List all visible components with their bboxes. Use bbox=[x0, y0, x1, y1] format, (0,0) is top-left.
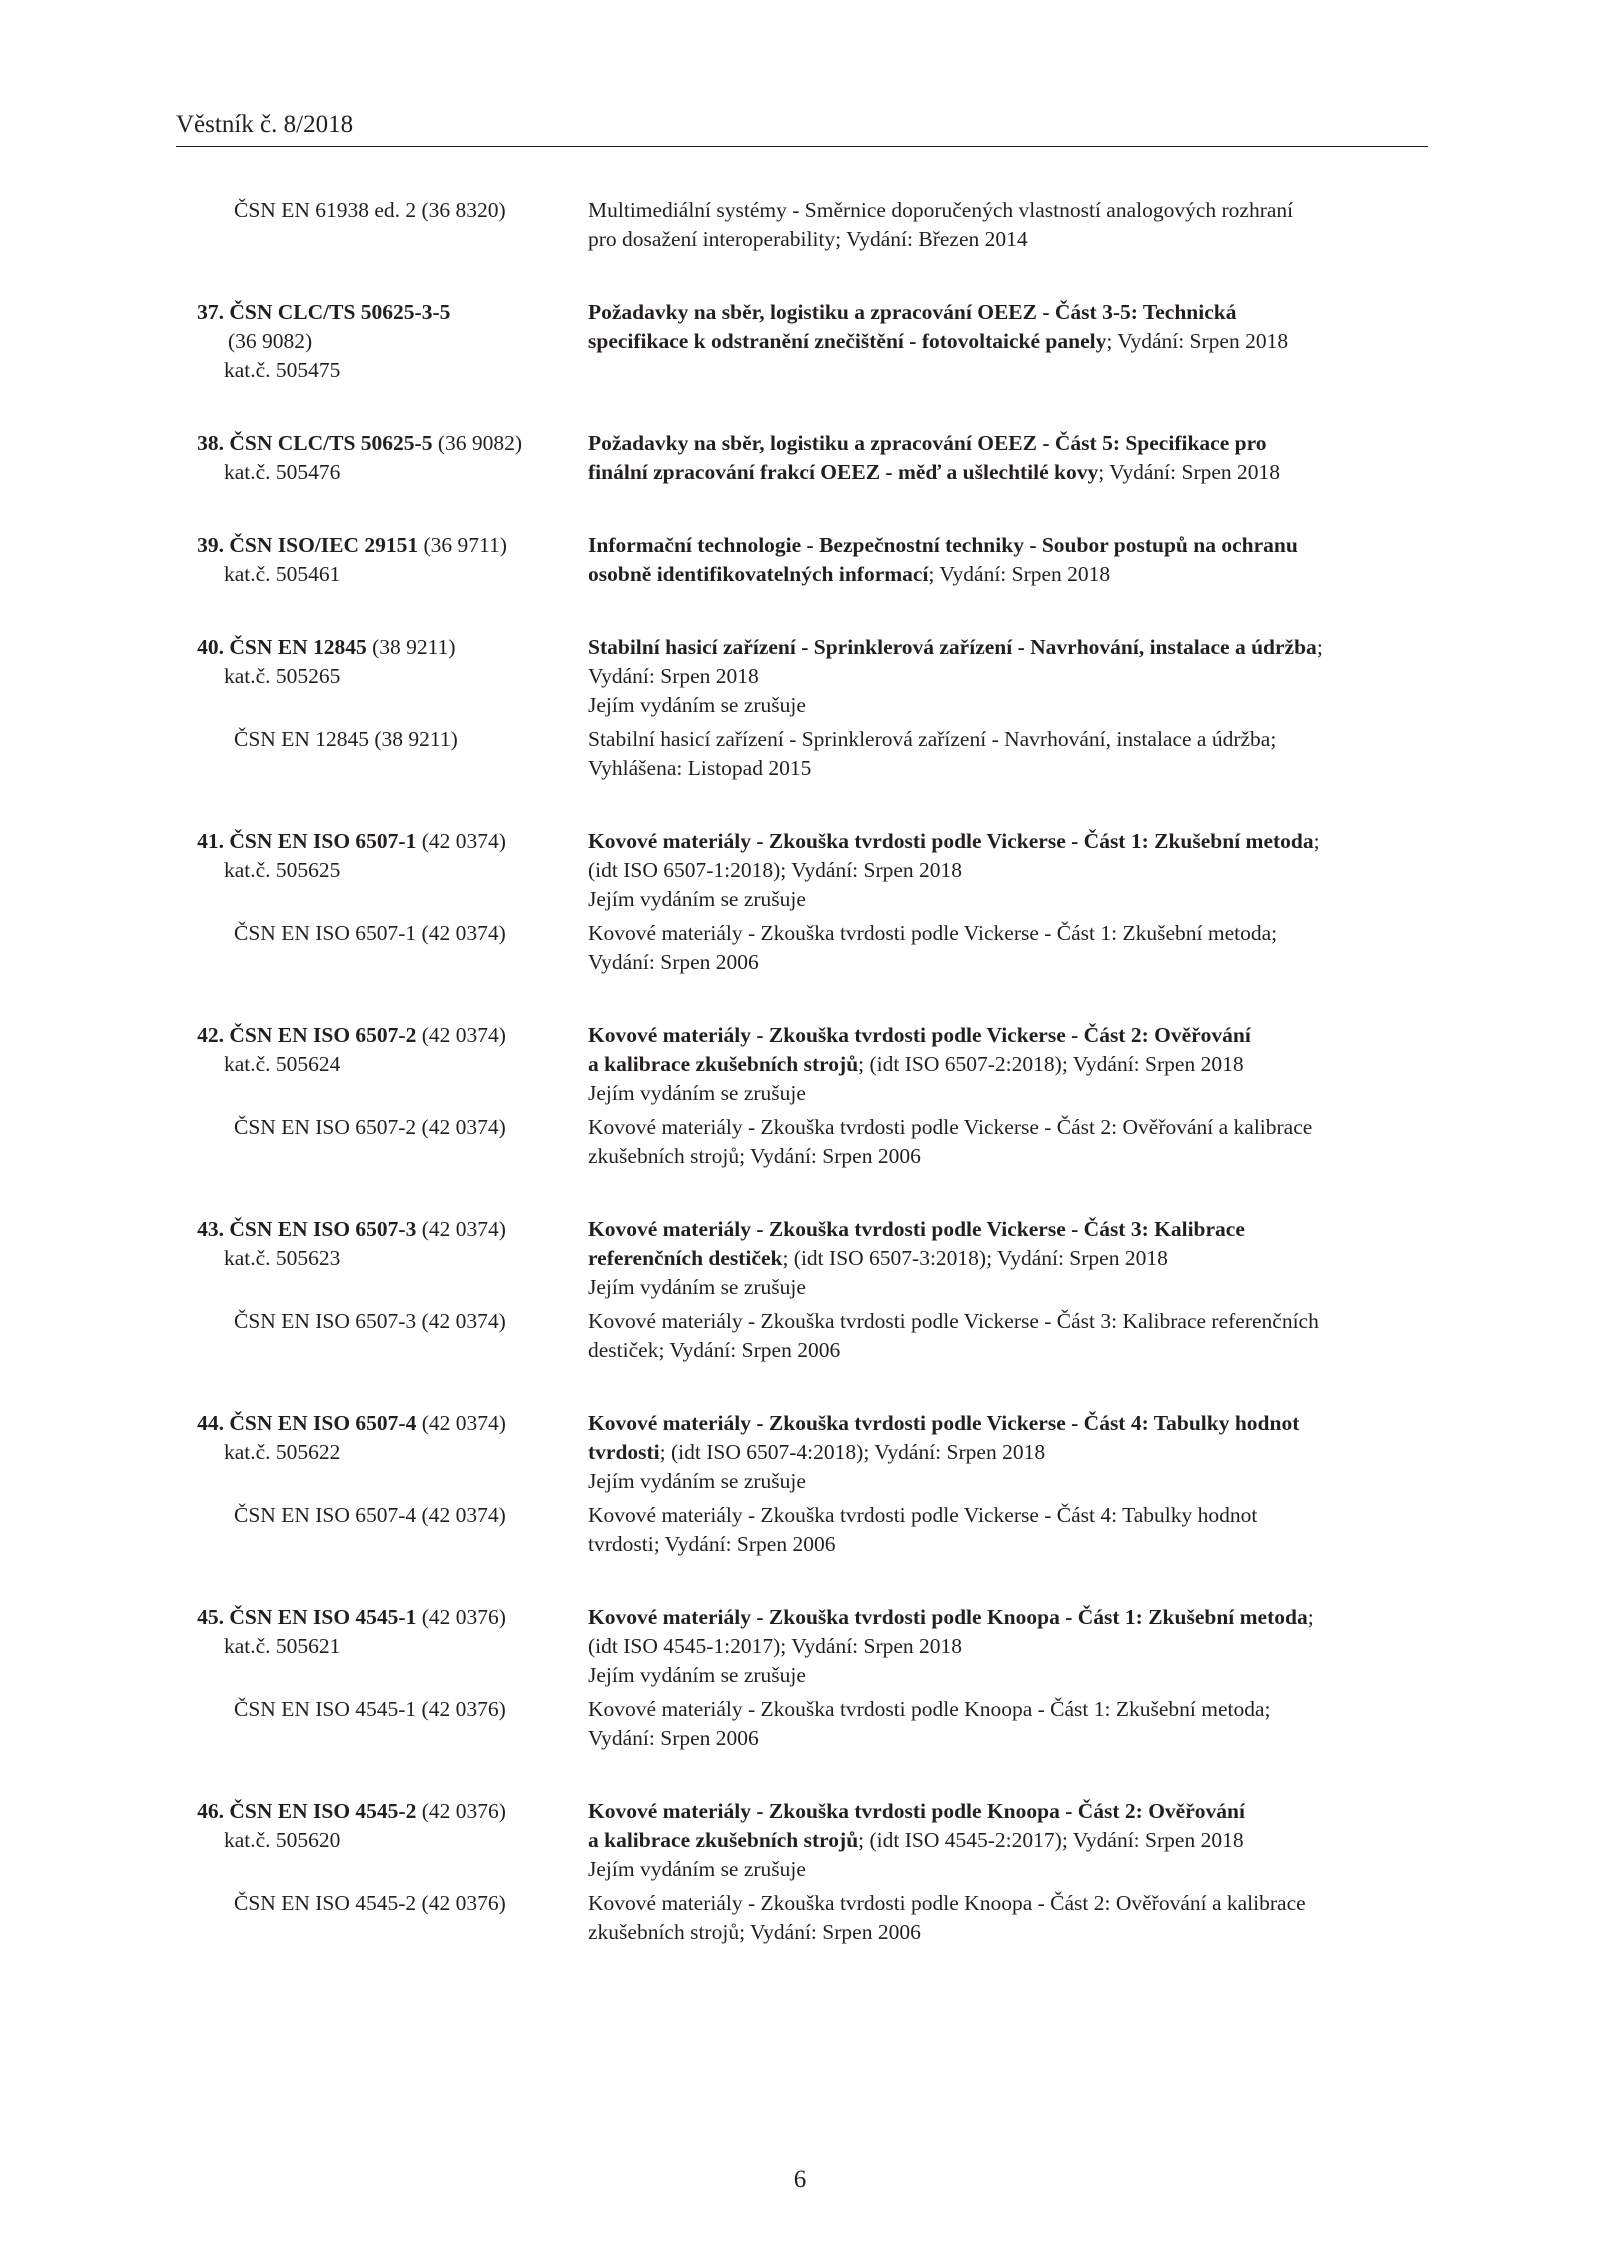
standard-title-line: a kalibrace zkušebních strojů bbox=[588, 1052, 859, 1076]
standard-designation: ČSN EN ISO 6507-1 bbox=[229, 829, 417, 853]
classification-code: (42 0374) bbox=[416, 1411, 506, 1435]
catalog-number: kat.č. 505624 bbox=[224, 1052, 341, 1076]
replaced-standard-code: ČSN EN ISO 6507-4 (42 0374) bbox=[234, 1503, 506, 1527]
replaced-standard-date: zkušebních strojů; Vydání: Srpen 2006 bbox=[588, 1920, 921, 1944]
item-number: 38. bbox=[197, 431, 224, 455]
cancellation-note: Jejím vydáním se zrušuje bbox=[588, 1663, 806, 1687]
replaced-standard-title: Kovové materiály - Zkouška tvrdosti podle Vickerse - Část 1: Zkušební metoda; bbox=[588, 921, 1278, 945]
list-item bbox=[176, 1215, 1428, 1365]
standard-title-line: Kovové materiály - Zkouška tvrdosti podle Vickerse - Část 4: Tabulky hodnot bbox=[588, 1411, 1300, 1435]
list-item bbox=[176, 1409, 1428, 1559]
list-item-continuation bbox=[176, 196, 1428, 254]
item-number: 37. bbox=[197, 300, 224, 324]
replaced-standard-date: tvrdosti; Vydání: Srpen 2006 bbox=[588, 1532, 836, 1556]
replaced-standard-code: ČSN EN ISO 6507-1 (42 0374) bbox=[234, 921, 506, 945]
classification-code: (42 0376) bbox=[416, 1605, 506, 1629]
standard-title-line: Požadavky na sběr, logistiku a zpracování OEEZ - Část 3-5: Technická bbox=[588, 300, 1237, 324]
replaced-standard-code: ČSN EN ISO 6507-3 (42 0374) bbox=[234, 1309, 506, 1333]
page-header bbox=[176, 110, 1428, 147]
standard-title-line: tvrdosti bbox=[588, 1440, 660, 1464]
cancellation-note: Jejím vydáním se zrušuje bbox=[588, 887, 806, 911]
replaced-standard-title: Kovové materiály - Zkouška tvrdosti podle Vickerse - Část 3: Kalibrace referenčních bbox=[588, 1309, 1319, 1333]
item-number: 42. bbox=[197, 1023, 224, 1047]
issue-date: ; Vydání: Srpen 2018 bbox=[928, 562, 1111, 586]
punctuation: ; bbox=[1307, 1605, 1314, 1629]
cancellation-note: Jejím vydáním se zrušuje bbox=[588, 1081, 806, 1105]
item-number: 39. bbox=[197, 533, 224, 557]
cancellation-note: Jejím vydáním se zrušuje bbox=[588, 1857, 806, 1881]
standard-title-line: specifikace k odstranění znečištění - fotovoltaické panely bbox=[588, 329, 1107, 353]
replaced-standard-date: zkušebních strojů; Vydání: Srpen 2006 bbox=[588, 1144, 921, 1168]
issue-date: ; (idt ISO 6507-3:2018); Vydání: Srpen 2018 bbox=[782, 1246, 1168, 1270]
classification-code: (42 0374) bbox=[416, 829, 506, 853]
standard-designation: ČSN EN ISO 4545-2 bbox=[229, 1799, 417, 1823]
standard-designation: ČSN CLC/TS 50625-3-5 bbox=[229, 300, 451, 324]
item-number: 44. bbox=[197, 1411, 224, 1435]
list-item bbox=[176, 1021, 1428, 1171]
replaced-standard-date: destiček; Vydání: Srpen 2006 bbox=[588, 1338, 841, 1362]
catalog-number: kat.č. 505265 bbox=[224, 664, 341, 688]
list-item bbox=[176, 429, 1428, 487]
issue-date: ; (idt ISO 6507-4:2018); Vydání: Srpen 2018 bbox=[659, 1440, 1046, 1464]
item-number: 45. bbox=[197, 1605, 224, 1629]
replaced-standard-code: ČSN EN ISO 4545-2 (42 0376) bbox=[234, 1891, 506, 1915]
standard-designation: ČSN EN ISO 6507-3 bbox=[229, 1217, 417, 1241]
standard-designation: ČSN ISO/IEC 29151 bbox=[229, 533, 419, 557]
classification-code: (42 0376) bbox=[416, 1799, 506, 1823]
item-number: 46. bbox=[197, 1799, 224, 1823]
replaced-standard-title: Kovové materiály - Zkouška tvrdosti podle Knoopa - Část 1: Zkušební metoda; bbox=[588, 1697, 1271, 1721]
standard-designation: ČSN EN ISO 6507-2 bbox=[229, 1023, 417, 1047]
replaced-standard-code: ČSN EN ISO 6507-2 (42 0374) bbox=[234, 1115, 506, 1139]
replaced-standard-date: Vydání: Srpen 2006 bbox=[588, 1726, 759, 1750]
classification-code: (36 9082) bbox=[228, 329, 313, 353]
standard-title-line: referenčních destiček bbox=[588, 1246, 783, 1270]
issue-date: (idt ISO 4545-1:2017); Vydání: Srpen 2018 bbox=[588, 1634, 963, 1658]
punctuation: ; bbox=[1313, 829, 1320, 853]
replaced-standard-title: Stabilní hasicí zařízení - Sprinklerová zařízení - Navrhování, instalace a údržba; bbox=[588, 727, 1277, 751]
replaced-standard-date: Vyhlášena: Listopad 2015 bbox=[588, 756, 812, 780]
standard-designation: ČSN EN 12845 bbox=[229, 635, 367, 659]
issue-date: ; Vydání: Srpen 2018 bbox=[1098, 460, 1281, 484]
replaced-standard-code: ČSN EN 12845 (38 9211) bbox=[234, 727, 458, 751]
replaced-standard-title: Kovové materiály - Zkouška tvrdosti podle Vickerse - Část 2: Ověřování a kalibrace bbox=[588, 1115, 1313, 1139]
standard-designation: ČSN EN ISO 4545-1 bbox=[229, 1605, 417, 1629]
issue-date: ; (idt ISO 6507-2:2018); Vydání: Srpen 2018 bbox=[858, 1052, 1244, 1076]
item-number: 40. bbox=[197, 635, 224, 659]
replaced-standard-title: Kovové materiály - Zkouška tvrdosti podle Knoopa - Část 2: Ověřování a kalibrace bbox=[588, 1891, 1306, 1915]
cancellation-note: Jejím vydáním se zrušuje bbox=[588, 1469, 806, 1493]
standard-title-line: a kalibrace zkušebních strojů bbox=[588, 1828, 859, 1852]
issue-date: Vydání: Srpen 2018 bbox=[588, 664, 759, 688]
page-number: 6 bbox=[793, 2166, 807, 2193]
classification-code: (42 0374) bbox=[416, 1023, 506, 1047]
standard-title-line: Multimediální systémy - Směrnice doporučených vlastností analogových rozhraní bbox=[588, 198, 1294, 222]
classification-code: (42 0374) bbox=[416, 1217, 506, 1241]
cancellation-note: Jejím vydáním se zrušuje bbox=[588, 693, 806, 717]
standard-title-line: Kovové materiály - Zkouška tvrdosti podle Knoopa - Část 2: Ověřování bbox=[588, 1799, 1245, 1823]
issue-date: ; Vydání: Srpen 2018 bbox=[1106, 329, 1289, 353]
classification-code: (36 9711) bbox=[418, 533, 507, 557]
replaced-standard-title: Kovové materiály - Zkouška tvrdosti podle Vickerse - Část 4: Tabulky hodnot bbox=[588, 1503, 1258, 1527]
punctuation: ; bbox=[1316, 635, 1323, 659]
standard-code: ČSN EN 61938 ed. 2 (36 8320) bbox=[234, 198, 506, 222]
catalog-number: kat.č. 505620 bbox=[224, 1828, 341, 1852]
list-item bbox=[176, 531, 1428, 589]
list-item bbox=[176, 1603, 1428, 1753]
catalog-number: kat.č. 505621 bbox=[224, 1634, 341, 1658]
standard-title-line: osobně identifikovatelných informací bbox=[588, 562, 929, 586]
standard-title-line: Kovové materiály - Zkouška tvrdosti podle Knoopa - Část 1: Zkušební metoda bbox=[588, 1605, 1308, 1629]
standard-title-line: Informační technologie - Bezpečnostní techniky - Soubor postupů na ochranu bbox=[588, 533, 1298, 557]
catalog-number: kat.č. 505625 bbox=[224, 858, 341, 882]
list-item bbox=[176, 827, 1428, 977]
standard-designation: ČSN CLC/TS 50625-5 bbox=[229, 431, 433, 455]
replaced-standard-code: ČSN EN ISO 4545-1 (42 0376) bbox=[234, 1697, 506, 1721]
standards-list bbox=[176, 196, 1428, 1991]
journal-title: Věstník č. 8/2018 bbox=[176, 111, 354, 138]
standard-title-line: Kovové materiály - Zkouška tvrdosti podle Vickerse - Část 1: Zkušební metoda bbox=[588, 829, 1314, 853]
item-number: 43. bbox=[197, 1217, 224, 1241]
standard-title-line: Kovové materiály - Zkouška tvrdosti podle Vickerse - Část 2: Ověřování bbox=[588, 1023, 1251, 1047]
item-number: 41. bbox=[197, 829, 224, 853]
list-item bbox=[176, 1797, 1428, 1947]
catalog-number: kat.č. 505475 bbox=[224, 358, 341, 382]
catalog-number: kat.č. 505623 bbox=[224, 1246, 341, 1270]
classification-code: (36 9082) bbox=[432, 431, 523, 455]
standard-title-line: Stabilní hasicí zařízení - Sprinklerová zařízení - Navrhování, instalace a údržba bbox=[588, 635, 1317, 659]
catalog-number: kat.č. 505622 bbox=[224, 1440, 341, 1464]
replaced-standard-date: Vydání: Srpen 2006 bbox=[588, 950, 759, 974]
standard-title-line: Kovové materiály - Zkouška tvrdosti podle Vickerse - Část 3: Kalibrace bbox=[588, 1217, 1245, 1241]
standard-title-line: finální zpracování frakcí OEEZ - měď a ušlechtilé kovy bbox=[588, 460, 1099, 484]
list-item bbox=[176, 633, 1428, 783]
catalog-number: kat.č. 505461 bbox=[224, 562, 341, 586]
issue-date: (idt ISO 6507-1:2018); Vydání: Srpen 2018 bbox=[588, 858, 963, 882]
catalog-number: kat.č. 505476 bbox=[224, 460, 341, 484]
classification-code: (38 9211) bbox=[366, 635, 456, 659]
list-item bbox=[176, 298, 1428, 385]
standard-title-line: pro dosažení interoperability; Vydání: Březen 2014 bbox=[588, 227, 1028, 251]
standard-designation: ČSN EN ISO 6507-4 bbox=[229, 1411, 417, 1435]
issue-date: ; (idt ISO 4545-2:2017); Vydání: Srpen 2018 bbox=[858, 1828, 1244, 1852]
standard-title-line: Požadavky na sběr, logistiku a zpracování OEEZ - Část 5: Specifikace pro bbox=[588, 431, 1267, 455]
cancellation-note: Jejím vydáním se zrušuje bbox=[588, 1275, 806, 1299]
